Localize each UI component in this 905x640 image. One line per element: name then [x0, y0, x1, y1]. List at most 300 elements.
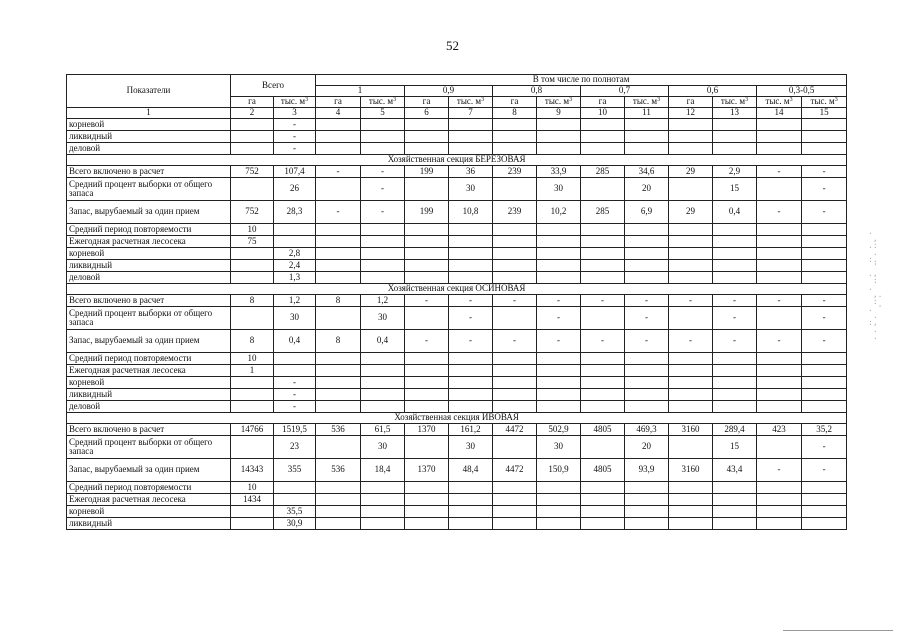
table-cell [231, 260, 274, 272]
table-cell [231, 248, 274, 260]
column-number: 15 [802, 108, 847, 119]
table-cell [449, 131, 493, 143]
table-cell: 23 [274, 436, 316, 459]
row-label: деловой [67, 401, 231, 413]
table-cell: 29 [669, 201, 713, 224]
table-cell [449, 119, 493, 131]
table-row [67, 295, 847, 307]
table-cell: 30 [361, 307, 405, 330]
table-cell [802, 143, 847, 155]
table-cell [449, 248, 493, 260]
table-cell [493, 131, 537, 143]
table-cell [361, 365, 405, 377]
row-label: Всего включено в расчет [67, 166, 231, 178]
table-cell [493, 389, 537, 401]
table-cell [757, 178, 802, 201]
table-cell [405, 494, 449, 506]
table-row [67, 248, 847, 260]
column-number: 13 [713, 108, 757, 119]
table-cell [713, 365, 757, 377]
density-header: 0,9 [405, 86, 493, 97]
unit-volume-header [757, 97, 802, 108]
table-cell [231, 143, 274, 155]
table-cell [581, 248, 625, 260]
table-cell [802, 224, 847, 236]
unit-label: тыс. м [456, 96, 482, 107]
row-label: Ежегодная расчетная лесосека [67, 236, 231, 248]
table-cell: 4472 [493, 459, 537, 482]
table-cell [274, 482, 316, 494]
table-cell [493, 377, 537, 389]
table-cell [449, 224, 493, 236]
table-cell [449, 482, 493, 494]
table-cell: 30 [537, 436, 581, 459]
table-cell [231, 119, 274, 131]
table-cell [802, 131, 847, 143]
table-cell [361, 119, 405, 131]
table-cell: - [274, 131, 316, 143]
table-cell: 61,5 [361, 424, 405, 436]
table-cell [537, 143, 581, 155]
unit-label: га [334, 96, 342, 107]
row-label: корневой [67, 377, 231, 389]
table-cell [625, 377, 669, 389]
table-cell: 2,4 [274, 260, 316, 272]
table-cell: 536 [316, 424, 361, 436]
column-number-row [67, 108, 847, 119]
table-cell [669, 506, 713, 518]
table-cell [493, 353, 537, 365]
table-cell [713, 401, 757, 413]
table-cell: 30 [449, 178, 493, 201]
table-cell [581, 389, 625, 401]
table-cell [625, 260, 669, 272]
row-label: деловой [67, 272, 231, 284]
table-cell [231, 131, 274, 143]
table-cell [316, 143, 361, 155]
table-cell: 1370 [405, 459, 449, 482]
table-cell [405, 389, 449, 401]
table-cell [757, 236, 802, 248]
table-cell [757, 506, 802, 518]
table-cell [231, 307, 274, 330]
table-cell [361, 389, 405, 401]
row-label: ликвидный [67, 389, 231, 401]
table-cell [316, 131, 361, 143]
row-label: Средний период повторяемости [67, 353, 231, 365]
table-cell [361, 260, 405, 272]
table-cell: 4805 [581, 424, 625, 436]
row-label: Средний период повторяемости [67, 482, 231, 494]
table-cell: - [493, 330, 537, 353]
table-cell [757, 389, 802, 401]
table-cell: 75 [231, 236, 274, 248]
table-cell [316, 272, 361, 284]
table-cell: 355 [274, 459, 316, 482]
table-cell: 285 [581, 166, 625, 178]
table-cell: - [757, 295, 802, 307]
table-cell [757, 365, 802, 377]
page-number: 52 [446, 38, 459, 53]
section-row [67, 284, 847, 295]
row-label: Всего включено в расчет [67, 295, 231, 307]
table-row [67, 506, 847, 518]
table-cell: - [274, 389, 316, 401]
table-cell [405, 377, 449, 389]
unit-volume-header [361, 97, 405, 108]
table-cell [493, 260, 537, 272]
table-row [67, 307, 847, 330]
cube-superscript: 3 [569, 97, 573, 104]
table-cell [405, 119, 449, 131]
table-cell: - [274, 119, 316, 131]
table-cell [625, 353, 669, 365]
table-cell [274, 365, 316, 377]
table-cell: - [713, 295, 757, 307]
unit-volume-header [802, 97, 847, 108]
density-header: 0,3-0,5 [757, 86, 847, 97]
table-cell [405, 365, 449, 377]
table-cell [669, 377, 713, 389]
table-cell [537, 260, 581, 272]
table-cell [713, 236, 757, 248]
table-cell: 107,4 [274, 166, 316, 178]
table-cell [405, 506, 449, 518]
table-cell [361, 236, 405, 248]
table-cell [757, 494, 802, 506]
unit-label: тыс. м [368, 96, 394, 107]
table-cell: 43,4 [713, 459, 757, 482]
table-cell [405, 401, 449, 413]
column-number: 6 [405, 108, 449, 119]
table-cell [316, 119, 361, 131]
table-cell [625, 518, 669, 530]
table-row [67, 482, 847, 494]
column-number: 2 [231, 108, 274, 119]
row-label: Средний период повторяемости [67, 224, 231, 236]
table-cell [449, 518, 493, 530]
table-row [67, 166, 847, 178]
table-cell: 0,4 [361, 330, 405, 353]
table-cell [493, 307, 537, 330]
table-cell [405, 248, 449, 260]
table-cell [405, 143, 449, 155]
table-cell [581, 494, 625, 506]
table-row [67, 201, 847, 224]
table-cell: 1370 [405, 424, 449, 436]
unit-ha-header [669, 97, 713, 108]
table-cell: - [537, 330, 581, 353]
table-cell [316, 236, 361, 248]
table-cell [757, 518, 802, 530]
table-cell [361, 377, 405, 389]
table-cell: 30 [449, 436, 493, 459]
table-cell: - [581, 295, 625, 307]
row-label: корневой [67, 506, 231, 518]
table-cell [316, 518, 361, 530]
row-label: деловой [67, 143, 231, 155]
table-cell [625, 365, 669, 377]
table-cell [669, 248, 713, 260]
table-cell [493, 518, 537, 530]
table-cell [581, 307, 625, 330]
table-cell: 29 [669, 166, 713, 178]
cube-superscript: 3 [657, 97, 661, 104]
density-header: 0,6 [669, 86, 757, 97]
table-cell: 10 [231, 224, 274, 236]
unit-ha-header [405, 97, 449, 108]
table-cell: - [669, 295, 713, 307]
table-cell [449, 401, 493, 413]
table-cell [757, 307, 802, 330]
table-cell [316, 178, 361, 201]
table-cell [581, 506, 625, 518]
table-cell [802, 365, 847, 377]
section-row [67, 155, 847, 166]
table-cell: - [361, 178, 405, 201]
table-cell [802, 272, 847, 284]
table-cell [625, 119, 669, 131]
table-cell [669, 365, 713, 377]
table-cell [449, 143, 493, 155]
cube-superscript: 3 [393, 97, 397, 104]
table-cell [231, 518, 274, 530]
table-cell: - [713, 307, 757, 330]
table-cell: - [316, 201, 361, 224]
column-number: 4 [316, 108, 361, 119]
table-cell [581, 272, 625, 284]
table-cell [581, 224, 625, 236]
row-label: Ежегодная расчетная лесосека [67, 494, 231, 506]
table-cell [449, 377, 493, 389]
table-cell [316, 224, 361, 236]
table-cell [802, 506, 847, 518]
table-cell [405, 272, 449, 284]
table-cell: 20 [625, 436, 669, 459]
table-cell: 30,9 [274, 518, 316, 530]
table-cell [581, 365, 625, 377]
table-cell: - [361, 201, 405, 224]
table-cell [802, 236, 847, 248]
table-cell [669, 482, 713, 494]
density-header: 1 [316, 86, 405, 97]
table-cell: 3160 [669, 424, 713, 436]
row-label: Запас, вырубаемый за один прием [67, 201, 231, 224]
table-cell [625, 143, 669, 155]
section-row [67, 413, 847, 424]
table-cell [581, 119, 625, 131]
unit-ha-header [231, 97, 274, 108]
table-cell [713, 506, 757, 518]
table-row [67, 377, 847, 389]
table-cell [274, 494, 316, 506]
column-number: 7 [449, 108, 493, 119]
column-number: 3 [274, 108, 316, 119]
table-cell: 35,2 [802, 424, 847, 436]
table-cell: - [625, 295, 669, 307]
table-cell [405, 518, 449, 530]
table-cell: 3160 [669, 459, 713, 482]
table-cell [361, 143, 405, 155]
table-cell [713, 482, 757, 494]
table-cell [361, 482, 405, 494]
table-cell [669, 494, 713, 506]
table-cell [316, 353, 361, 365]
column-number: 8 [493, 108, 537, 119]
column-number: 5 [361, 108, 405, 119]
table-cell: 10,2 [537, 201, 581, 224]
table-cell [802, 119, 847, 131]
table-cell [361, 248, 405, 260]
table-cell [405, 131, 449, 143]
table-cell [361, 494, 405, 506]
table-cell: 4805 [581, 459, 625, 482]
column-number: 12 [669, 108, 713, 119]
table-cell [669, 401, 713, 413]
table-cell: - [537, 295, 581, 307]
table-cell [669, 307, 713, 330]
table-cell [625, 236, 669, 248]
table-cell [669, 131, 713, 143]
table-cell [231, 178, 274, 201]
table-cell [802, 260, 847, 272]
table-cell [713, 248, 757, 260]
table-cell: - [757, 201, 802, 224]
table-cell [581, 482, 625, 494]
table-cell [713, 353, 757, 365]
row-label: ликвидный [67, 518, 231, 530]
table-cell [537, 389, 581, 401]
table-cell: 10,8 [449, 201, 493, 224]
table-cell [802, 482, 847, 494]
footer-rule [783, 630, 893, 631]
table-cell: 1,3 [274, 272, 316, 284]
cube-superscript: 3 [305, 97, 309, 104]
table-cell: - [537, 307, 581, 330]
table-cell [231, 389, 274, 401]
table-cell [713, 119, 757, 131]
table-cell [802, 518, 847, 530]
table-cell: - [449, 330, 493, 353]
table-cell [669, 224, 713, 236]
table-cell: 26 [274, 178, 316, 201]
table-cell: 423 [757, 424, 802, 436]
table-cell [493, 178, 537, 201]
table-cell [581, 178, 625, 201]
table-cell [625, 389, 669, 401]
table-cell: 199 [405, 166, 449, 178]
table-cell [316, 260, 361, 272]
table-cell [757, 224, 802, 236]
unit-ha-header [316, 97, 361, 108]
table-cell [669, 353, 713, 365]
table-cell: - [802, 295, 847, 307]
table-cell [316, 494, 361, 506]
table-cell [537, 236, 581, 248]
table-row [67, 330, 847, 353]
table-cell [405, 353, 449, 365]
table-cell: 35,5 [274, 506, 316, 518]
table-cell: 0,4 [713, 201, 757, 224]
unit-label: тыс. м [632, 96, 658, 107]
table-cell: 28,3 [274, 201, 316, 224]
table-cell: - [802, 459, 847, 482]
table-row [67, 143, 847, 155]
table-cell: 10 [231, 353, 274, 365]
table-cell: - [361, 166, 405, 178]
table-row [67, 494, 847, 506]
table-cell: - [316, 166, 361, 178]
cube-superscript: 3 [834, 97, 838, 104]
table-cell [757, 353, 802, 365]
table-cell [669, 272, 713, 284]
table-cell [405, 224, 449, 236]
table-cell: 289,4 [713, 424, 757, 436]
table-cell: 14343 [231, 459, 274, 482]
table-cell [405, 236, 449, 248]
column-number: 10 [581, 108, 625, 119]
table-cell: 93,9 [625, 459, 669, 482]
section-title: Хозяйственная секция БЕРЕЗОВАЯ [67, 155, 847, 166]
table-cell: - [802, 307, 847, 330]
table-body [67, 119, 847, 530]
table-cell: - [405, 295, 449, 307]
table-cell: - [449, 295, 493, 307]
table-cell [802, 377, 847, 389]
column-number: 1 [67, 108, 231, 119]
table-cell [757, 272, 802, 284]
table-cell: 8 [316, 330, 361, 353]
table-row [67, 353, 847, 365]
table-cell [713, 272, 757, 284]
table-cell [537, 401, 581, 413]
table-cell [669, 518, 713, 530]
table-cell [231, 506, 274, 518]
table-cell [581, 401, 625, 413]
table-row [67, 272, 847, 284]
table-cell: - [757, 330, 802, 353]
unit-ha-header [493, 97, 537, 108]
table-cell: 1434 [231, 494, 274, 506]
table-row [67, 459, 847, 482]
unit-volume-header [713, 97, 757, 108]
table-cell [669, 436, 713, 459]
unit-volume-header [274, 97, 316, 108]
table-cell: 8 [316, 295, 361, 307]
table-cell: 4472 [493, 424, 537, 436]
table-cell [802, 248, 847, 260]
table-cell [361, 224, 405, 236]
table-row [67, 119, 847, 131]
table-cell [669, 143, 713, 155]
table-cell [493, 365, 537, 377]
table-cell [449, 389, 493, 401]
table-cell [274, 353, 316, 365]
table-cell [757, 248, 802, 260]
table-cell [361, 518, 405, 530]
row-label: ликвидный [67, 260, 231, 272]
table-row [67, 131, 847, 143]
table-cell: 0,4 [274, 330, 316, 353]
table-cell [231, 272, 274, 284]
table-cell [669, 236, 713, 248]
cube-superscript: 3 [789, 97, 793, 104]
table-cell: - [625, 307, 669, 330]
table-cell: - [669, 330, 713, 353]
table-cell: 14766 [231, 424, 274, 436]
table-cell: - [802, 436, 847, 459]
table-cell [581, 260, 625, 272]
